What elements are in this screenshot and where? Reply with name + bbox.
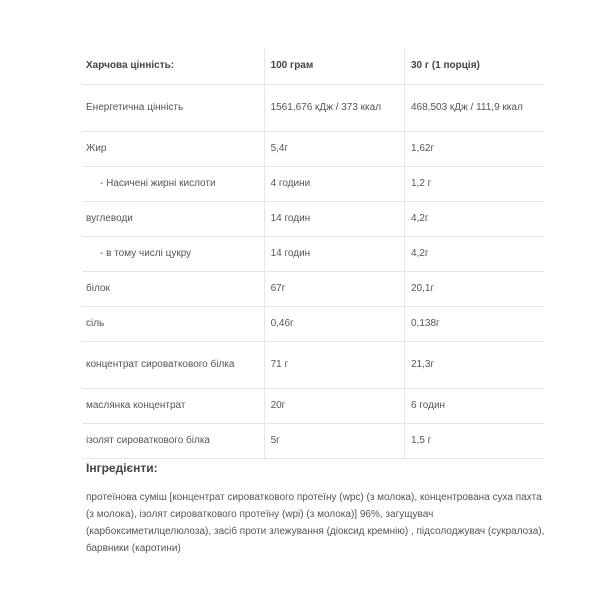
value-per-30g: 1,5 г: [405, 424, 545, 459]
value-per-30g: 1,2 г: [405, 167, 545, 202]
table-row: [82, 167, 544, 202]
nutrient-name: Жир: [82, 132, 264, 167]
nutrient-name: ізолят сироваткового білка: [82, 424, 264, 459]
nutrient-name: концентрат сироваткового білка: [82, 342, 264, 389]
nutrition-table: [82, 48, 544, 459]
value-per-30g: 4,2г: [405, 237, 545, 272]
table-row: [82, 202, 544, 237]
value-per-30g: 6 годин: [405, 389, 545, 424]
nutrient-name: Енергетична цінність: [82, 85, 264, 132]
table-row: [82, 85, 544, 132]
value-per-30g: 1,62г: [405, 132, 545, 167]
value-per-100g: 1561,676 кДж / 373 ккал: [264, 85, 404, 132]
nutrient-name: - в тому числі цукру: [82, 237, 264, 272]
value-per-30g: 4,2г: [405, 202, 545, 237]
table-row: [82, 307, 544, 342]
table-row: [82, 237, 544, 272]
header-30g: 30 г (1 порція): [405, 48, 545, 85]
value-per-100g: 4 години: [264, 167, 404, 202]
table-row: [82, 389, 544, 424]
nutrient-name: білок: [82, 272, 264, 307]
value-per-100g: 5г: [264, 424, 404, 459]
nutrient-name: маслянка концентрат: [82, 389, 264, 424]
value-per-100g: 14 годин: [264, 202, 404, 237]
nutrient-name: - Насичені жирні кислоти: [82, 167, 264, 202]
value-per-30g: 468,503 кДж / 111,9 ккал: [405, 85, 545, 132]
table-row: [82, 272, 544, 307]
value-per-100g: 67г: [264, 272, 404, 307]
value-per-100g: 0,46г: [264, 307, 404, 342]
value-per-100g: 5,4г: [264, 132, 404, 167]
header-100g: 100 грам: [264, 48, 404, 85]
value-per-100g: 20г: [264, 389, 404, 424]
value-per-30g: 21,3г: [405, 342, 545, 389]
table-header-row: [82, 48, 544, 85]
value-per-100g: 71 г: [264, 342, 404, 389]
table-row: [82, 342, 544, 389]
ingredients-title: Інгредієнти:: [86, 461, 158, 475]
table-row: [82, 132, 544, 167]
value-per-30g: 20,1г: [405, 272, 545, 307]
table-row: [82, 424, 544, 459]
table-body: [82, 85, 544, 459]
header-nutrition: Харчова цінність:: [82, 48, 264, 85]
value-per-30g: 0,138г: [405, 307, 545, 342]
value-per-100g: 14 годин: [264, 237, 404, 272]
nutrient-name: вуглеводи: [82, 202, 264, 237]
nutrient-name: сіль: [82, 307, 264, 342]
ingredients-text: протеїнова суміш [концентрат сироваткового протеїну (wpc) (з молока), концентрована суха пахта (з молока), ізолят сироваткового протеїну (wpi) (з молока)] 96%, загущувач (карбоксиметилцелюлоза), засіб проти злежування (діоксид кремнію) , підсолоджувач (сукралоза), барвники (каротини): [86, 492, 545, 554]
